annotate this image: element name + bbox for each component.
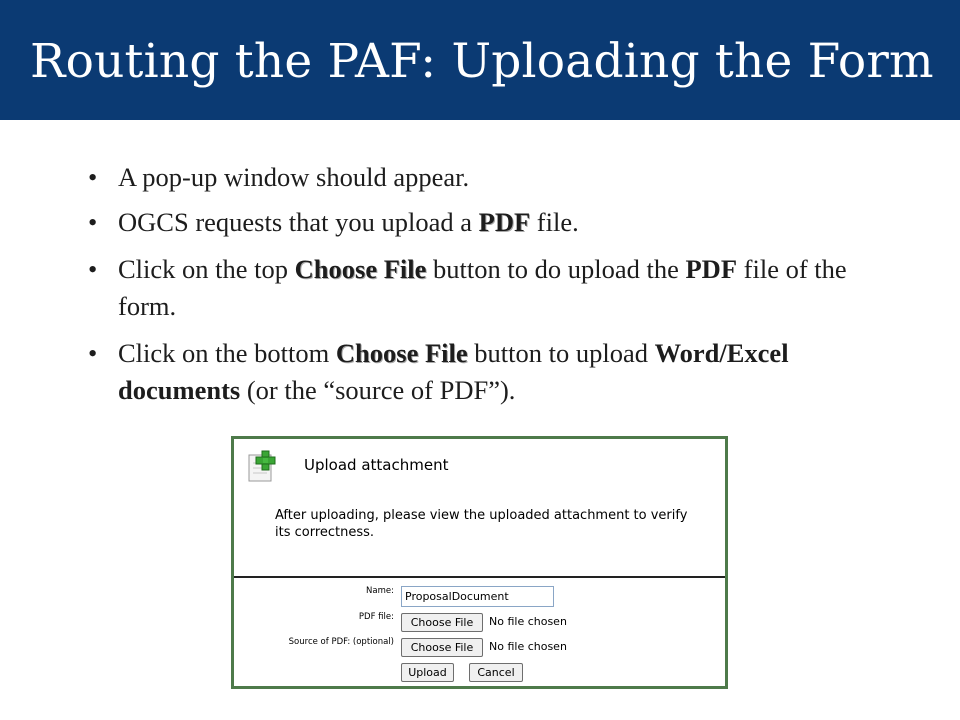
pdf-file-status: No file chosen xyxy=(489,615,567,628)
choose-pdf-file-button[interactable]: Choose File xyxy=(401,613,483,632)
bullet-text: OGCS requests that you upload a PDF file. xyxy=(118,207,579,237)
dialog-title: Upload attachment xyxy=(304,456,449,474)
bullet-marker: • xyxy=(88,207,98,237)
source-file-status: No file chosen xyxy=(489,640,567,653)
bullet-text: Click on the bottom Choose File button to upload Word/Excel documents (or the “source of PDF”). xyxy=(118,338,789,405)
slide-title: Routing the PAF: Uploading the Form xyxy=(30,34,934,89)
dialog-divider xyxy=(234,576,725,578)
upload-button[interactable]: Upload xyxy=(401,663,454,682)
bullet-marker: • xyxy=(88,338,98,368)
name-input[interactable] xyxy=(401,586,554,607)
pdf-file-label: PDF file: xyxy=(358,612,394,622)
bullet-marker: • xyxy=(88,162,98,192)
upload-attachment-dialog xyxy=(231,436,728,689)
bullet-marker: • xyxy=(88,254,98,284)
cancel-button[interactable]: Cancel xyxy=(469,663,523,682)
bullet-text: Click on the top Choose File button to do upload the PDF file of the form. xyxy=(118,254,847,321)
choose-source-file-button[interactable]: Choose File xyxy=(401,638,483,657)
add-attachment-icon xyxy=(246,449,280,483)
source-pdf-label: Source of PDF: (optional) xyxy=(288,637,394,647)
bullet-text: A pop-up window should appear. xyxy=(118,162,470,192)
dialog-message: After uploading, please view the uploaded attachment to verify its correctness. xyxy=(275,508,688,540)
name-label: Name: xyxy=(366,586,394,596)
